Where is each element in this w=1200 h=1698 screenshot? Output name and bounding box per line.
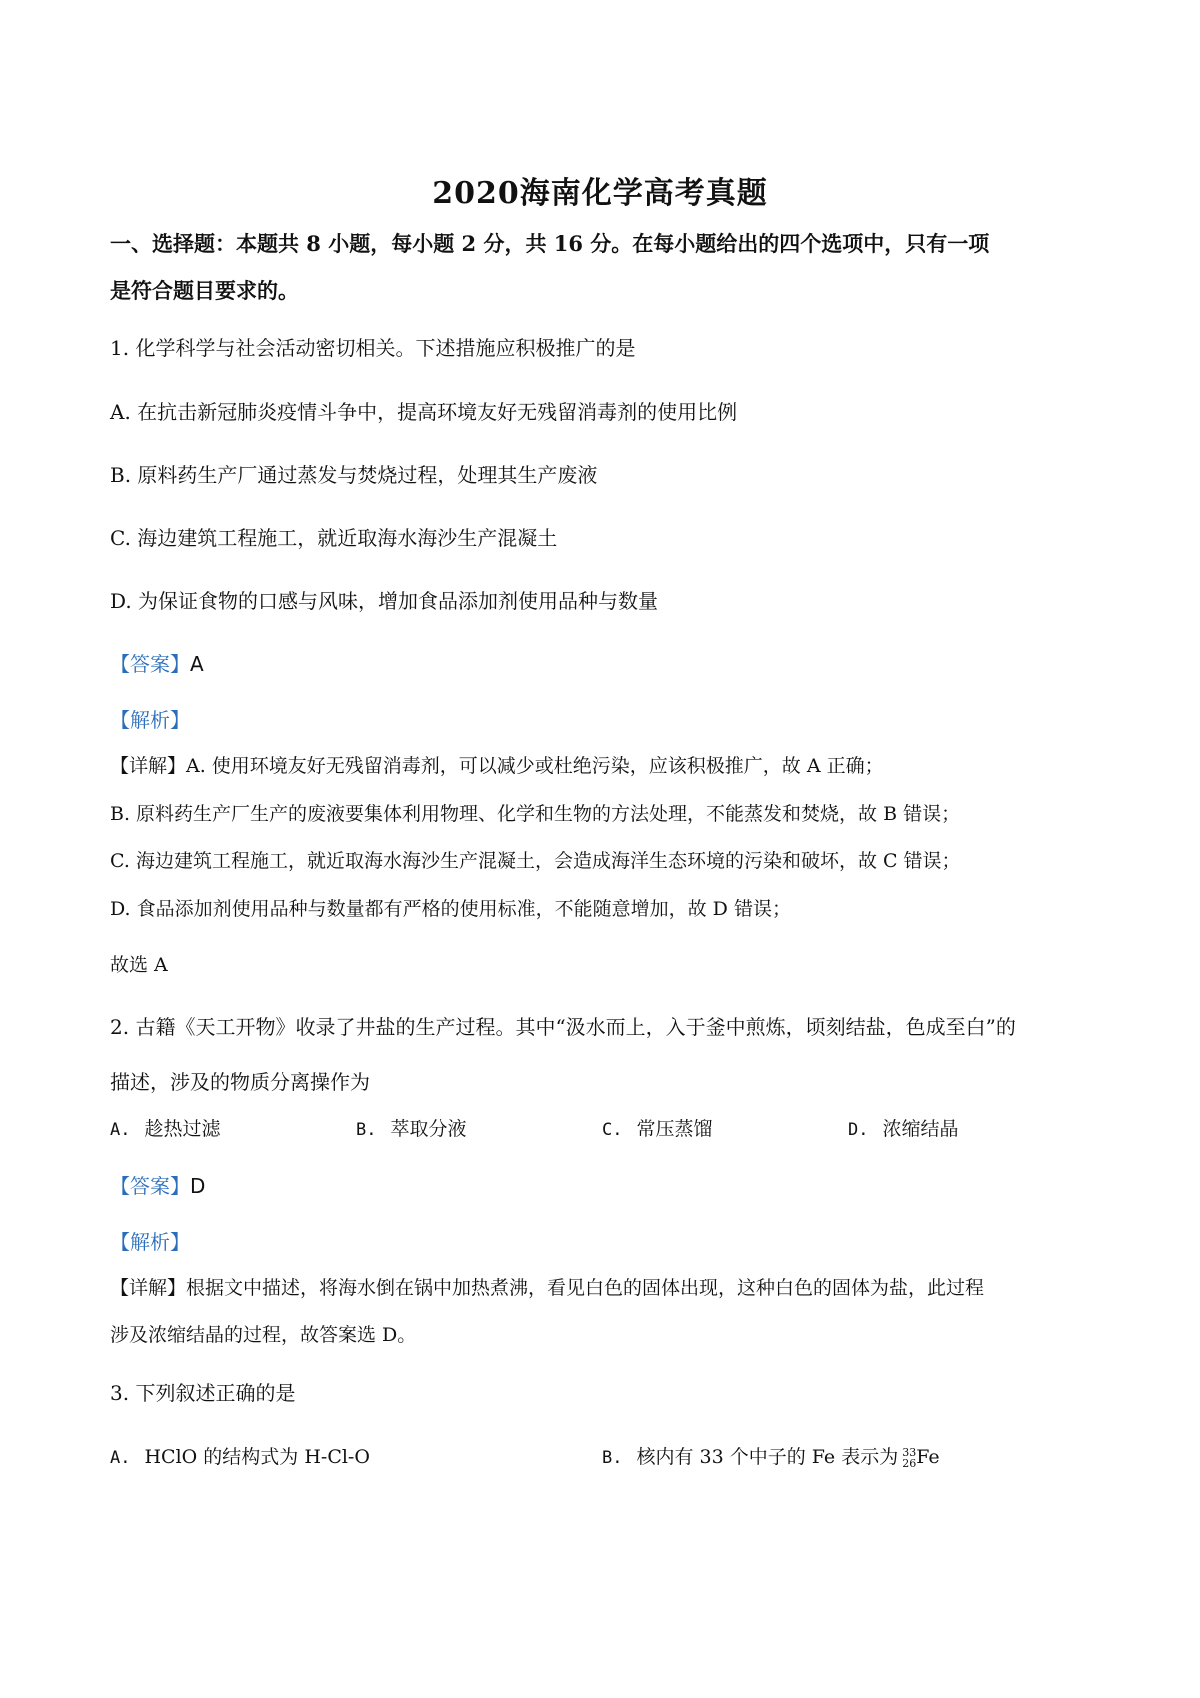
q2-answer <box>110 1170 205 1199</box>
answer-tag: 【答案】 <box>110 652 190 676</box>
q1-answer <box>110 648 204 677</box>
q3-option-a: A. HClO 的结构式为 H-Cl-O <box>110 1446 370 1468</box>
q1-detail-line: D. 食品添加剂使用品种与数量都有严格的使用标准，不能随意增加，故 D 错误； <box>110 898 791 920</box>
answer-tag: 【答案】 <box>110 1174 190 1198</box>
q1-option-b: B. 原料药生产厂通过蒸发与焚烧过程，处理其生产废液 <box>110 463 598 487</box>
section-heading-line1: 一、选择题：本题共 8 小题，每小题 2 分，共 16 分。在每小题给出的四个选项中，只有一项 <box>110 231 990 256</box>
q2-detail-line: 【详解】根据文中描述，将海水倒在锅中加热煮沸，看见白色的固体出现，这种白色的固体为盐，此过程 <box>110 1277 985 1299</box>
q1-option-a: A. 在抗击新冠肺炎疫情斗争中，提高环境友好无残留消毒剂的使用比例 <box>110 400 738 424</box>
q1-detail-line: 【详解】A. 使用环境友好无残留消毒剂，可以减少或杜绝污染，应该积极推广，故 A 正确； <box>110 755 884 777</box>
q2-analysis-tag: 【解析】 <box>110 1230 190 1254</box>
q1-option-d: D. 为保证食物的口感与风味，增加食品添加剂使用品种与数量 <box>110 589 659 613</box>
q2-detail-line: 涉及浓缩结晶的过程，故答案选 D。 <box>110 1324 417 1346</box>
isotope-notation: 33 26 <box>902 1446 917 1470</box>
q1-detail-line: C. 海边建筑工程施工，就近取海水海沙生产混凝土，会造成海洋生态环境的污染和破坏，故 C 错误； <box>110 850 961 872</box>
q2-option-a: A. 趁热过滤 <box>110 1118 221 1140</box>
answer-value: A <box>190 652 204 676</box>
q1-analysis-tag: 【解析】 <box>110 708 190 732</box>
q2-stem-line2: 描述，涉及的物质分离操作为 <box>110 1070 370 1094</box>
q2-option-c: C. 常压蒸馏 <box>602 1118 713 1140</box>
section-heading-line2: 是符合题目要求的。 <box>110 278 299 303</box>
q3-option-b: B. 核内有 33 个中子的 Fe 表示为 33 26 Fe <box>602 1446 940 1470</box>
q3-stem: 3. 下列叙述正确的是 <box>110 1381 296 1405</box>
q1-conclusion: 故选 A <box>110 954 168 976</box>
page-title: 2020海南化学高考真题 <box>432 176 768 211</box>
q1-option-c: C. 海边建筑工程施工，就近取海水海沙生产混凝土 <box>110 526 558 550</box>
q2-option-d: D. 浓缩结晶 <box>848 1118 959 1140</box>
q2-option-b: B. 萃取分液 <box>356 1118 467 1140</box>
q1-detail-line: B. 原料药生产厂生产的废液要集体利用物理、化学和生物的方法处理，不能蒸发和焚烧，故 B 错误； <box>110 803 961 825</box>
q2-stem-line1: 2. 古籍《天工开物》收录了井盐的生产过程。其中“汲水而上，入于釜中煎炼，顷刻结盐，色成至白”的 <box>110 1015 1016 1039</box>
answer-value: D <box>190 1174 206 1198</box>
q1-stem: 1. 化学科学与社会活动密切相关。下述措施应积极推广的是 <box>110 336 636 360</box>
